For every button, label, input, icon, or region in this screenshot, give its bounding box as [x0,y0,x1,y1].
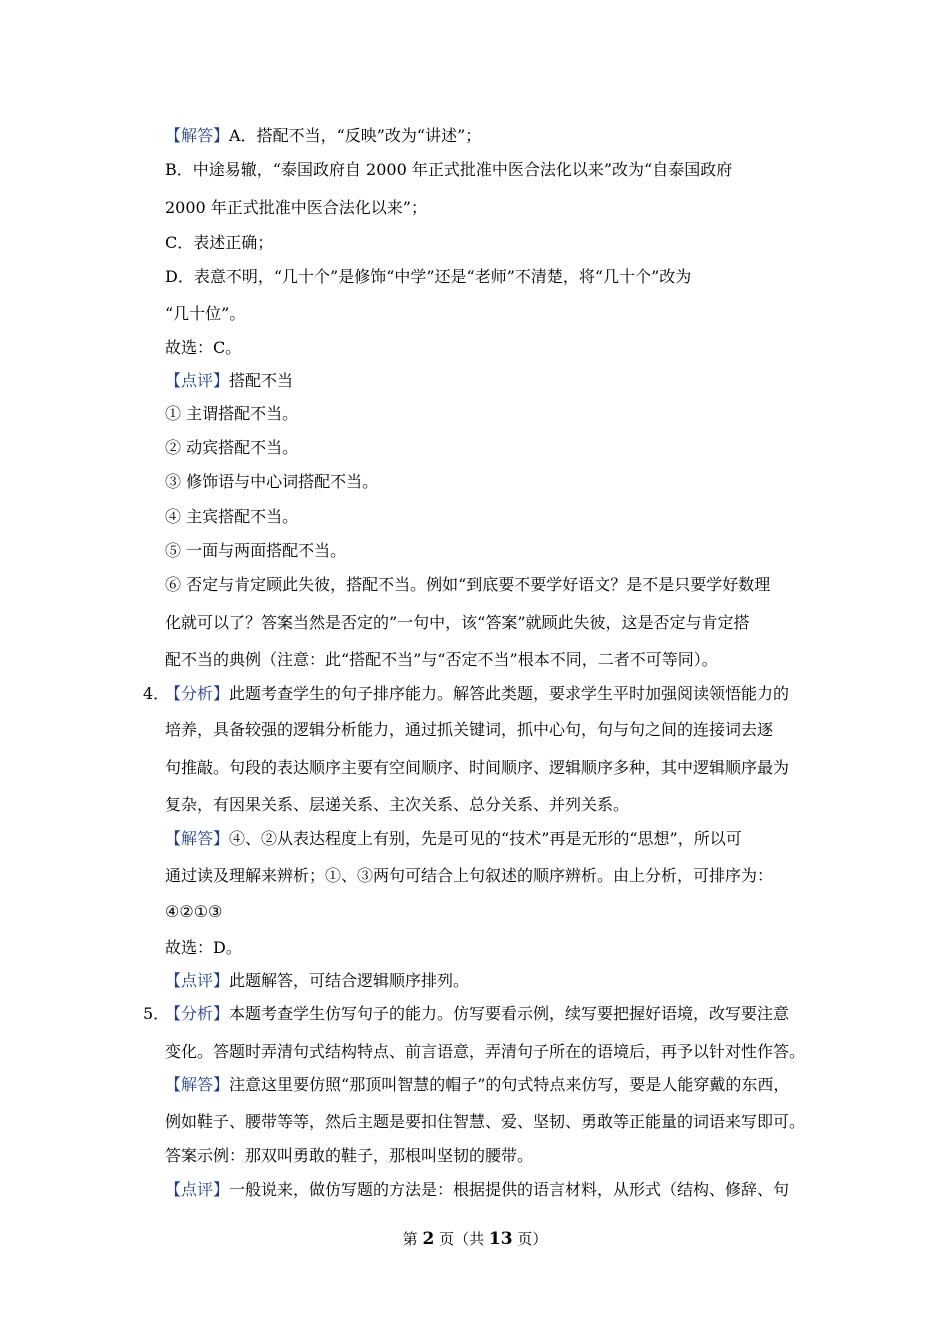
section-tag: 【点评】 [165,1180,230,1199]
text-line [165,1004,789,1024]
line-text: 故选：C。 [165,338,242,357]
text-line [165,507,298,527]
line-text: 句推敲。句段的表达顺序主要有空间顺序、时间顺序、逻辑顺序多种，其中逻辑顺序最为 [165,758,790,777]
text-line [165,198,427,218]
text-line [165,938,242,958]
text-line [165,1146,533,1166]
footer-prefix: 第 [402,1230,418,1248]
line-text: 例如鞋子、腰带等等，然后主题是要扣住智慧、爱、坚韧、勇敢等正能量的词语来写即可。 [165,1112,806,1131]
total-page-count: 13 [488,1229,513,1249]
text-line [165,795,629,815]
footer-middle: 页（共 [439,1230,485,1248]
line-text: ④②①③ [165,902,223,921]
line-text: 注意这里要仿照“那顶叫智慧的帽子”的句式特点来仿写，要是人能穿戴的东西， [229,1075,790,1094]
text-line [165,1112,805,1132]
text-line [165,829,742,849]
line-text: 答案示例：那双叫勇敢的鞋子，那根叫坚韧的腰带。 [165,1146,534,1165]
line-text: ② 动宾搭配不当。 [165,438,299,457]
line-text: 一般说来，做仿写题的方法是：根据提供的语言材料，从形式（结构、修辞、句 [229,1180,790,1199]
line-text: ③ 修饰语与中心词搭配不当。 [165,472,379,491]
line-text: ⑤ 一面与两面搭配不当。 [165,541,347,560]
line-text: 化就可以了？答案当然是否定的”一句中，该“答案”就顾此失彼，这是否定与肯定搭 [165,613,750,632]
line-text: ① 主谓搭配不当。 [165,404,299,423]
line-text: C．表述正确； [165,233,274,252]
text-line [165,371,293,391]
line-text: 故选：D。 [165,938,242,957]
line-text: 此题考查学生的句子排序能力。解答此类题，要求学生平时加强阅读领悟能力的 [229,684,790,703]
text-line [165,472,378,492]
text-line [165,438,298,458]
text-line [165,1180,789,1200]
text-line [165,902,222,922]
line-text: 变化。答题时弄清句式结构特点、前言语意，弄清句子所在的语境后，再予以针对性作答。 [165,1042,806,1061]
section-tag: 【解答】 [165,1075,230,1094]
line-text: D．表意不明，“几十个”是修饰“中学”还是“老师”不清楚，将“几十个”改为 [165,267,692,286]
text-line [165,613,750,633]
line-text: ④ 主宾搭配不当。 [165,507,299,526]
text-line [165,267,691,287]
section-tag: 【点评】 [165,371,230,390]
text-line [165,304,245,324]
line-text: 复杂，有因果关系、层递关系、主次关系、总分关系、并列关系。 [165,795,630,814]
text-line [165,720,773,740]
line-text: ④、②从表达程度上有别，先是可见的“技术”再是无形的“思想”，所以可 [229,829,742,848]
line-text: 本题考查学生仿写句子的能力。仿写要看示例，续写要把握好语境，改写要注意 [229,1004,790,1023]
text-line [165,971,469,991]
text-line [165,1042,805,1062]
text-line [165,866,773,886]
line-text: ⑥ 否定与肯定顾此失彼，搭配不当。例如“到底要不要学好语文？是不是只要学好数理 [165,575,771,594]
line-text: 培养，具备较强的逻辑分析能力，通过抓关键词，抓中心句，句与句之间的连接词去逐 [165,720,774,739]
line-text: 通过读及理解来辨析；①、③两句可结合上句叙述的顺序辨析。由上分析，可排序为： [165,866,774,885]
footer-suffix: 页） [517,1230,548,1248]
text-line [165,160,732,180]
line-text: B．中途易辙，“泰国政府自 2000 年正式批准中医合法化以来”改为“自泰国政府 [165,160,733,179]
section-tag: 【解答】 [165,126,230,145]
text-line [165,233,273,253]
current-page-number: 2 [422,1229,435,1249]
text-line [165,338,241,358]
text-line [165,684,789,704]
text-line [165,126,481,146]
line-text: 2000 年正式批准中医合法化以来”； [165,198,427,217]
question-number: 4． [143,684,170,703]
text-line [165,541,346,561]
section-tag: 【分析】 [165,1004,230,1023]
line-text: 此题解答，可结合逻辑顺序排列。 [229,971,470,990]
page-footer [0,1228,950,1249]
text-line [165,404,298,424]
section-tag: 【分析】 [165,684,230,703]
question-number: 5． [143,1004,170,1023]
section-tag: 【解答】 [165,829,230,848]
line-text: A．搭配不当，“反映”改为“讲述”； [229,126,482,145]
text-line [165,1075,789,1095]
section-tag: 【点评】 [165,971,230,990]
text-line [165,650,718,670]
text-line [165,758,789,778]
line-text: “几十位”。 [165,304,246,323]
line-text: 搭配不当 [229,371,294,390]
line-text: 配不当的典例（注意：此“搭配不当”与“否定不当”根本不同，二者不可等同）。 [165,650,718,669]
text-line [165,575,770,595]
